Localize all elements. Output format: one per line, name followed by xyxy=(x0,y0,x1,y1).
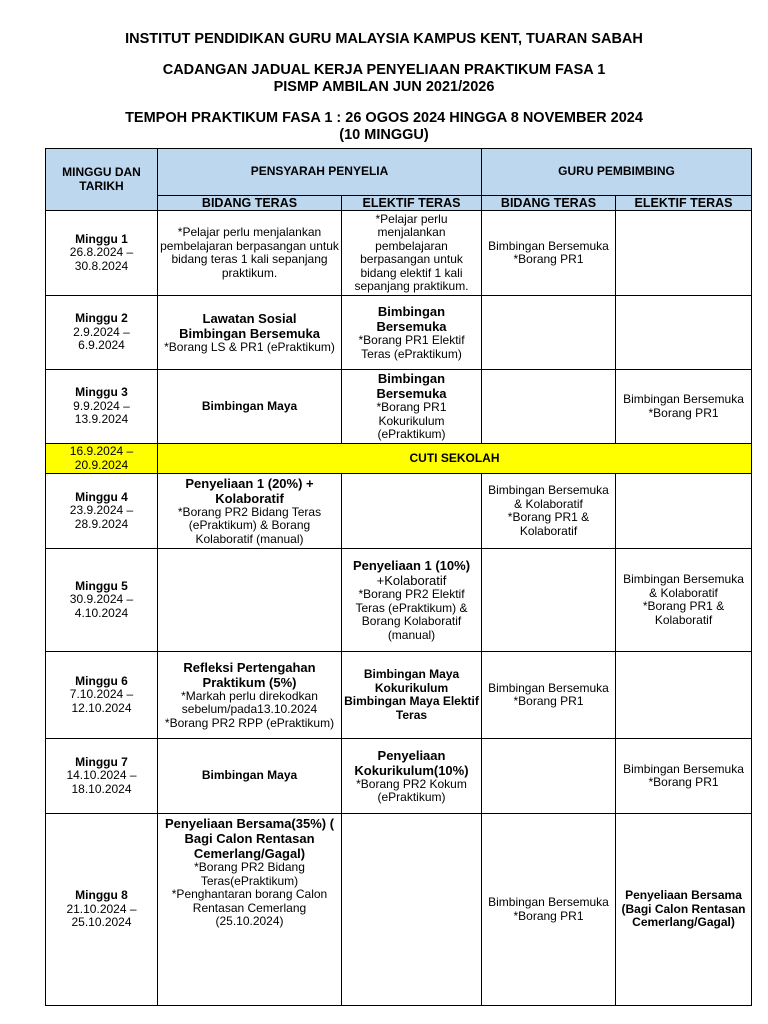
table-row xyxy=(46,814,752,1006)
pensyarah-elektif-cell: Bimbingan Maya Kokurikulum Bimbingan Maya Elektif Teras xyxy=(342,652,482,739)
guru-elektif-cell: Bimbingan Bersemuka & Kolaboratif *Borang PR1 & Kolaboratif xyxy=(616,549,752,652)
table-row xyxy=(46,652,752,739)
pensyarah-elektif-cell xyxy=(342,474,482,549)
pensyarah-bidang-cell xyxy=(158,549,342,652)
period-title: TEMPOH PRAKTIKUM FASA 1 : 26 OGOS 2024 HINGGA 8 NOVEMBER 2024 xyxy=(125,110,643,126)
pensyarah-bidang-cell: Bimbingan Maya xyxy=(158,370,342,444)
sub-elektif-pensyarah: ELEKTIF TERAS xyxy=(342,196,482,211)
sub-bidang-guru: BIDANG TERAS xyxy=(482,196,616,211)
week-cell: Minggu 7 14.10.2024 – 18.10.2024 xyxy=(46,739,158,814)
guru-bidang-cell xyxy=(482,296,616,370)
guru-elektif-cell xyxy=(616,652,752,739)
guru-bidang-cell: Bimbingan Bersemuka *Borang PR1 xyxy=(482,814,616,1006)
guru-elektif-cell xyxy=(616,474,752,549)
guru-elektif-cell: Bimbingan Bersemuka *Borang PR1 xyxy=(616,370,752,444)
group-pensyarah-header: PENSYARAH PENYELIA xyxy=(158,149,482,196)
week-cell: Minggu 1 26.8.2024 – 30.8.2024 xyxy=(46,211,158,296)
pensyarah-bidang-cell: Bimbingan Maya xyxy=(158,739,342,814)
table-row xyxy=(46,549,752,652)
col-week-header: MINGGU DAN TARIKH xyxy=(46,149,158,211)
week-cell: Minggu 3 9.9.2024 – 13.9.2024 xyxy=(46,370,158,444)
table-row xyxy=(46,370,752,444)
guru-elektif-cell: Bimbingan Bersemuka *Borang PR1 xyxy=(616,739,752,814)
sub-bidang-pensyarah: BIDANG TERAS xyxy=(158,196,342,211)
pensyarah-bidang-cell: Refleksi Pertengahan Praktikum (5%) *Markah perlu direkodkan sebelum/pada13.10.2024 *Borang PR2 RPP (ePraktikum) xyxy=(158,652,342,739)
table-row xyxy=(46,739,752,814)
pensyarah-elektif-cell: Penyeliaan Kokurikulum(10%) *Borang PR2 Kokum (ePraktikum) xyxy=(342,739,482,814)
document-title: CADANGAN JADUAL KERJA PENYELIAAN PRAKTIKUM FASA 1 xyxy=(162,62,606,78)
guru-bidang-cell: Bimbingan Bersemuka *Borang PR1 xyxy=(482,652,616,739)
week-cell: Minggu 8 21.10.2024 – 25.10.2024 xyxy=(46,814,158,1006)
table-row xyxy=(46,211,752,296)
pensyarah-elektif-cell: *Pelajar perlu menjalankan pembelajaran berpasangan untuk bidang elektif 1 kali sepanjang praktikum. xyxy=(342,211,482,296)
table-row xyxy=(46,474,752,549)
pensyarah-bidang-cell: Lawatan Sosial Bimbingan Bersemuka *Borang LS & PR1 (ePraktikum) xyxy=(158,296,342,370)
holiday-row xyxy=(46,444,752,474)
guru-bidang-cell: Bimbingan Bersemuka *Borang PR1 xyxy=(482,211,616,296)
pensyarah-elektif-cell: Penyeliaan 1 (10%) +Kolaboratif *Borang PR2 Elektif Teras (ePraktikum) & Borang Kolaboratif (manual) xyxy=(342,549,482,652)
document-header xyxy=(0,31,768,144)
guru-elektif-cell xyxy=(616,296,752,370)
program-title: PISMP AMBILAN JUN 2021/2026 xyxy=(273,79,495,95)
guru-bidang-cell xyxy=(482,370,616,444)
guru-bidang-cell: Bimbingan Bersemuka & Kolaboratif *Borang PR1 & Kolaboratif xyxy=(482,474,616,549)
pensyarah-elektif-cell: Bimbingan Bersemuka *Borang PR1 Elektif Teras (ePraktikum) xyxy=(342,296,482,370)
week-cell: Minggu 6 7.10.2024 – 12.10.2024 xyxy=(46,652,158,739)
guru-elektif-cell: Penyeliaan Bersama (Bagi Calon Rentasan Cemerlang/Gagal) xyxy=(616,814,752,1006)
pensyarah-elektif-cell: Bimbingan Bersemuka *Borang PR1 Kokurikulum (ePraktikum) xyxy=(342,370,482,444)
pensyarah-elektif-cell xyxy=(342,814,482,1006)
week-cell: Minggu 4 23.9.2024 – 28.9.2024 xyxy=(46,474,158,549)
guru-bidang-cell xyxy=(482,549,616,652)
table-row xyxy=(46,296,752,370)
group-guru-header: GURU PEMBIMBING xyxy=(482,149,752,196)
holiday-date-cell: 16.9.2024 – 20.9.2024 xyxy=(46,444,158,474)
guru-bidang-cell xyxy=(482,739,616,814)
period-weeks: (10 MINGGU) xyxy=(339,127,429,143)
pensyarah-bidang-cell: Penyeliaan 1 (20%) + Kolaboratif *Borang PR2 Bidang Teras (ePraktikum) & Borang Kolaboratif (manual) xyxy=(158,474,342,549)
sub-elektif-guru: ELEKTIF TERAS xyxy=(616,196,752,211)
schedule-table xyxy=(45,148,752,1006)
pensyarah-bidang-cell: Penyeliaan Bersama(35%) ( Bagi Calon Rentasan Cemerlang/Gagal) *Borang PR2 Bidang Teras(ePraktikum) *Penghantaran borang Calon Rentasan Cemerlang (25.10.2024) xyxy=(158,814,342,1006)
guru-elektif-cell xyxy=(616,211,752,296)
week-cell: Minggu 2 2.9.2024 – 6.9.2024 xyxy=(46,296,158,370)
institute-title: INSTITUT PENDIDIKAN GURU MALAYSIA KAMPUS KENT, TUARAN SABAH xyxy=(125,31,643,47)
table-header-row xyxy=(46,149,752,196)
week-cell: Minggu 5 30.9.2024 – 4.10.2024 xyxy=(46,549,158,652)
holiday-label-cell: CUTI SEKOLAH xyxy=(158,444,752,474)
pensyarah-bidang-cell: *Pelajar perlu menjalankan pembelajaran berpasangan untuk bidang teras 1 kali sepanjang praktikum. xyxy=(158,211,342,296)
